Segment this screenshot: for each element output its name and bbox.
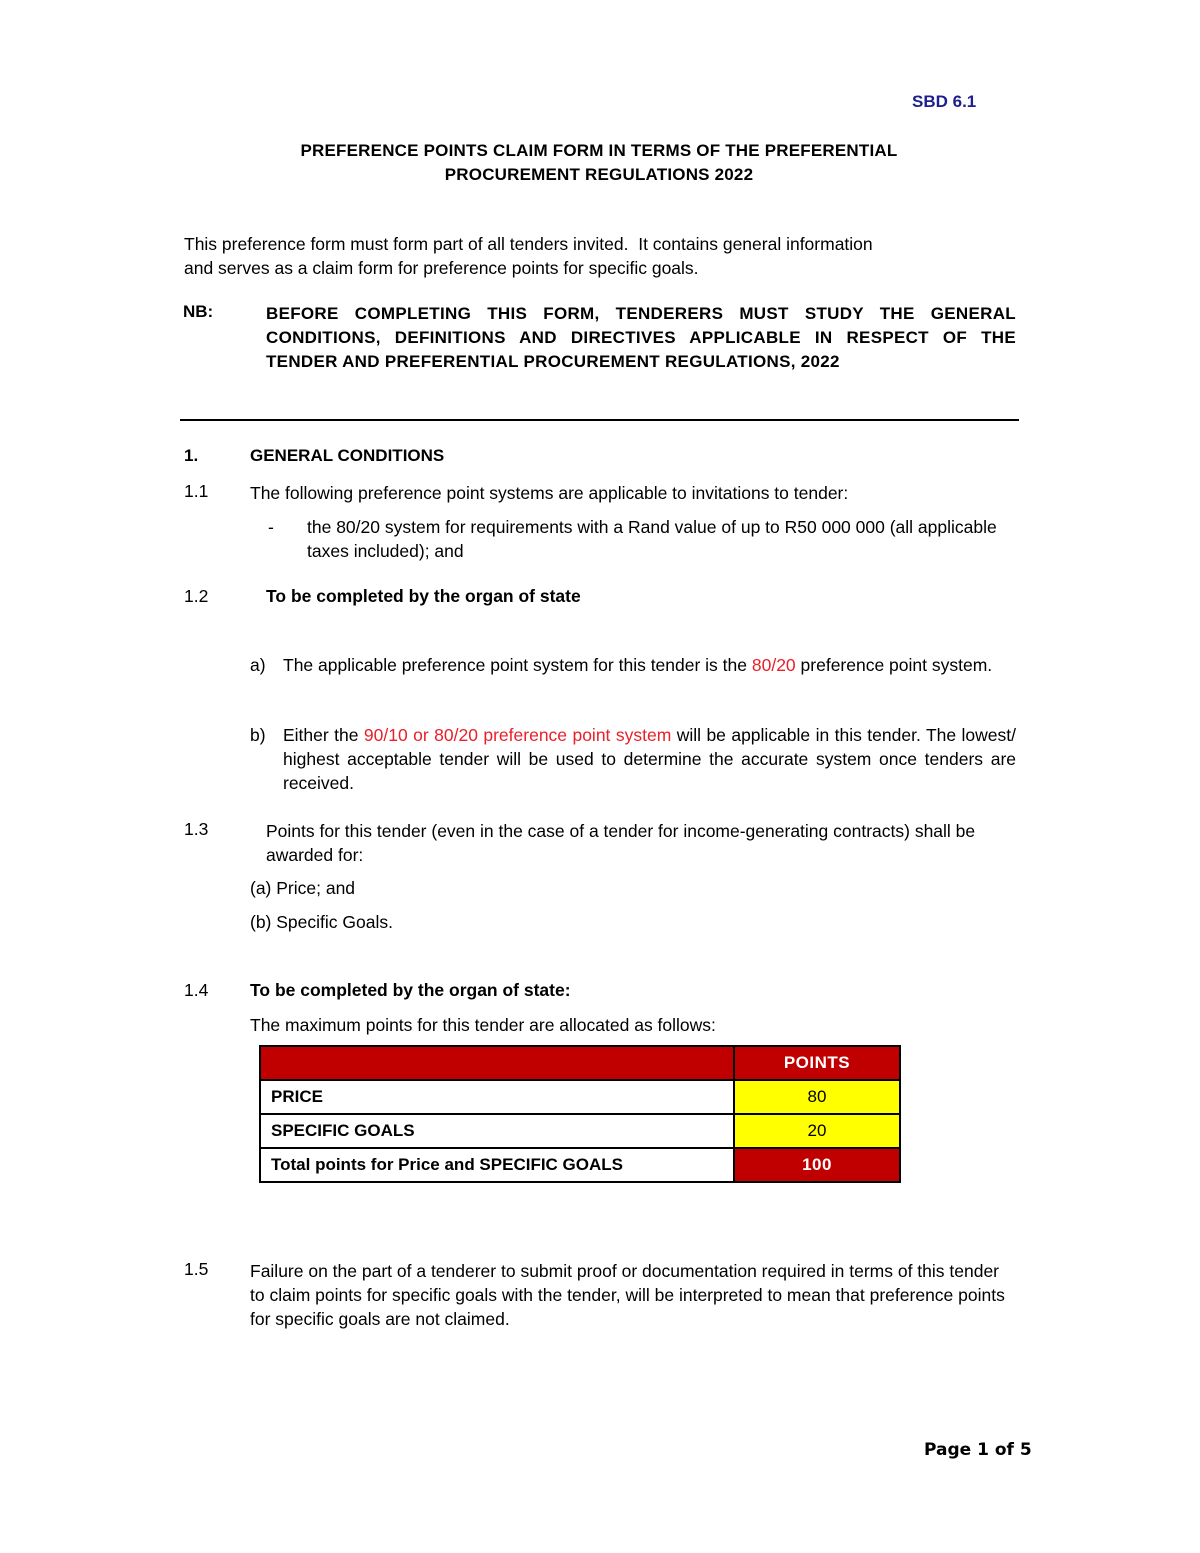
title-line-1: PREFERENCE POINTS CLAIM FORM IN TERMS OF THE PREFERENTIAL xyxy=(300,141,898,160)
row-value-specific-goals: 20 xyxy=(734,1114,900,1148)
clause-number-1-2: 1.2 xyxy=(184,586,209,606)
intro-paragraph xyxy=(184,232,873,280)
section-heading: GENERAL CONDITIONS xyxy=(250,446,445,465)
row-value-total: 100 xyxy=(734,1148,900,1182)
system-options-highlight: 90/10 or 80/20 preference point system xyxy=(363,725,672,745)
clause-1-2-heading: To be completed by the organ of state xyxy=(266,586,581,606)
clause-1-4-text: The maximum points for this tender are allocated as follows: xyxy=(250,1015,716,1035)
section-number: 1. xyxy=(184,446,199,465)
row-value-price: 80 xyxy=(734,1080,900,1114)
row-label-specific-goals: SPECIFIC GOALS xyxy=(260,1114,734,1148)
page-number: Page 1 of 5 xyxy=(924,1440,1032,1460)
item-a-text xyxy=(283,653,1019,677)
item-a-text-end: preference point system. xyxy=(795,655,993,675)
nb-label: NB: xyxy=(183,302,214,321)
clause-number-1-3: 1.3 xyxy=(184,819,209,839)
bullet-text: the 80/20 system for requirements with a Rand value of up to R50 000 000 (all applicable taxes included); and xyxy=(307,517,997,561)
table-row xyxy=(260,1148,900,1182)
intro-line-1: This preference form must form part of all tenders invited. It contains general information xyxy=(184,234,873,254)
intro-line-2: and serves as a claim form for preference points for specific goals. xyxy=(184,258,699,278)
table-header-empty xyxy=(260,1046,734,1080)
table-row xyxy=(260,1080,900,1114)
clause-number-1-1: 1.1 xyxy=(184,481,209,501)
clause-1-1-text: The following preference point systems are applicable to invitations to tender: xyxy=(250,483,849,503)
award-item-specific-goals: (b) Specific Goals. xyxy=(250,912,393,932)
document-code: SBD 6.1 xyxy=(912,92,977,111)
item-b-text xyxy=(283,723,1021,795)
item-b-text-end: will be applicable in this tender. The lowest/ highest acceptable tender will be used to determine the accurate system once tenders are received. xyxy=(283,725,1021,793)
table-header-row xyxy=(260,1046,900,1080)
divider xyxy=(180,419,1019,421)
clause-1-5-text: Failure on the part of a tenderer to submit proof or documentation required in terms of this tender to claim points for specific goals with the tender, will be interpreted to mean that preference points for specific goals are not claimed. xyxy=(250,1261,1005,1329)
nb-text: BEFORE COMPLETING THIS FORM, TENDERERS MUST STUDY THE GENERAL CONDITIONS, DEFINITIONS AND DIRECTIVES APPLICABLE IN RESPECT OF THE TENDER AND PREFERENTIAL PROCUREMENT REGULATIONS, 2022 xyxy=(266,304,1016,371)
system-highlight: 80/20 xyxy=(751,655,796,675)
item-b-label: b) xyxy=(250,725,266,745)
clause-number-1-5: 1.5 xyxy=(184,1259,209,1279)
clause-1-4-heading: To be completed by the organ of state: xyxy=(250,980,571,1000)
table-row xyxy=(260,1114,900,1148)
item-b-text-start: Either the xyxy=(283,725,364,745)
row-label-total: Total points for Price and SPECIFIC GOALS xyxy=(260,1148,734,1182)
clause-number-1-4: 1.4 xyxy=(184,980,209,1000)
page-title xyxy=(180,139,1018,187)
bullet-marker: - xyxy=(268,517,274,537)
award-item-price: (a) Price; and xyxy=(250,878,356,898)
points-table xyxy=(259,1045,901,1183)
row-label-price: PRICE xyxy=(260,1080,734,1114)
points-header: POINTS xyxy=(734,1046,900,1080)
clause-1-3-text: Points for this tender (even in the case of a tender for income-generating contracts) shall be awarded for: xyxy=(266,821,976,865)
title-line-2: PROCUREMENT REGULATIONS 2022 xyxy=(444,165,754,184)
item-a-label: a) xyxy=(250,655,266,675)
item-a-text-start: The applicable preference point system for this tender is the xyxy=(283,655,752,675)
